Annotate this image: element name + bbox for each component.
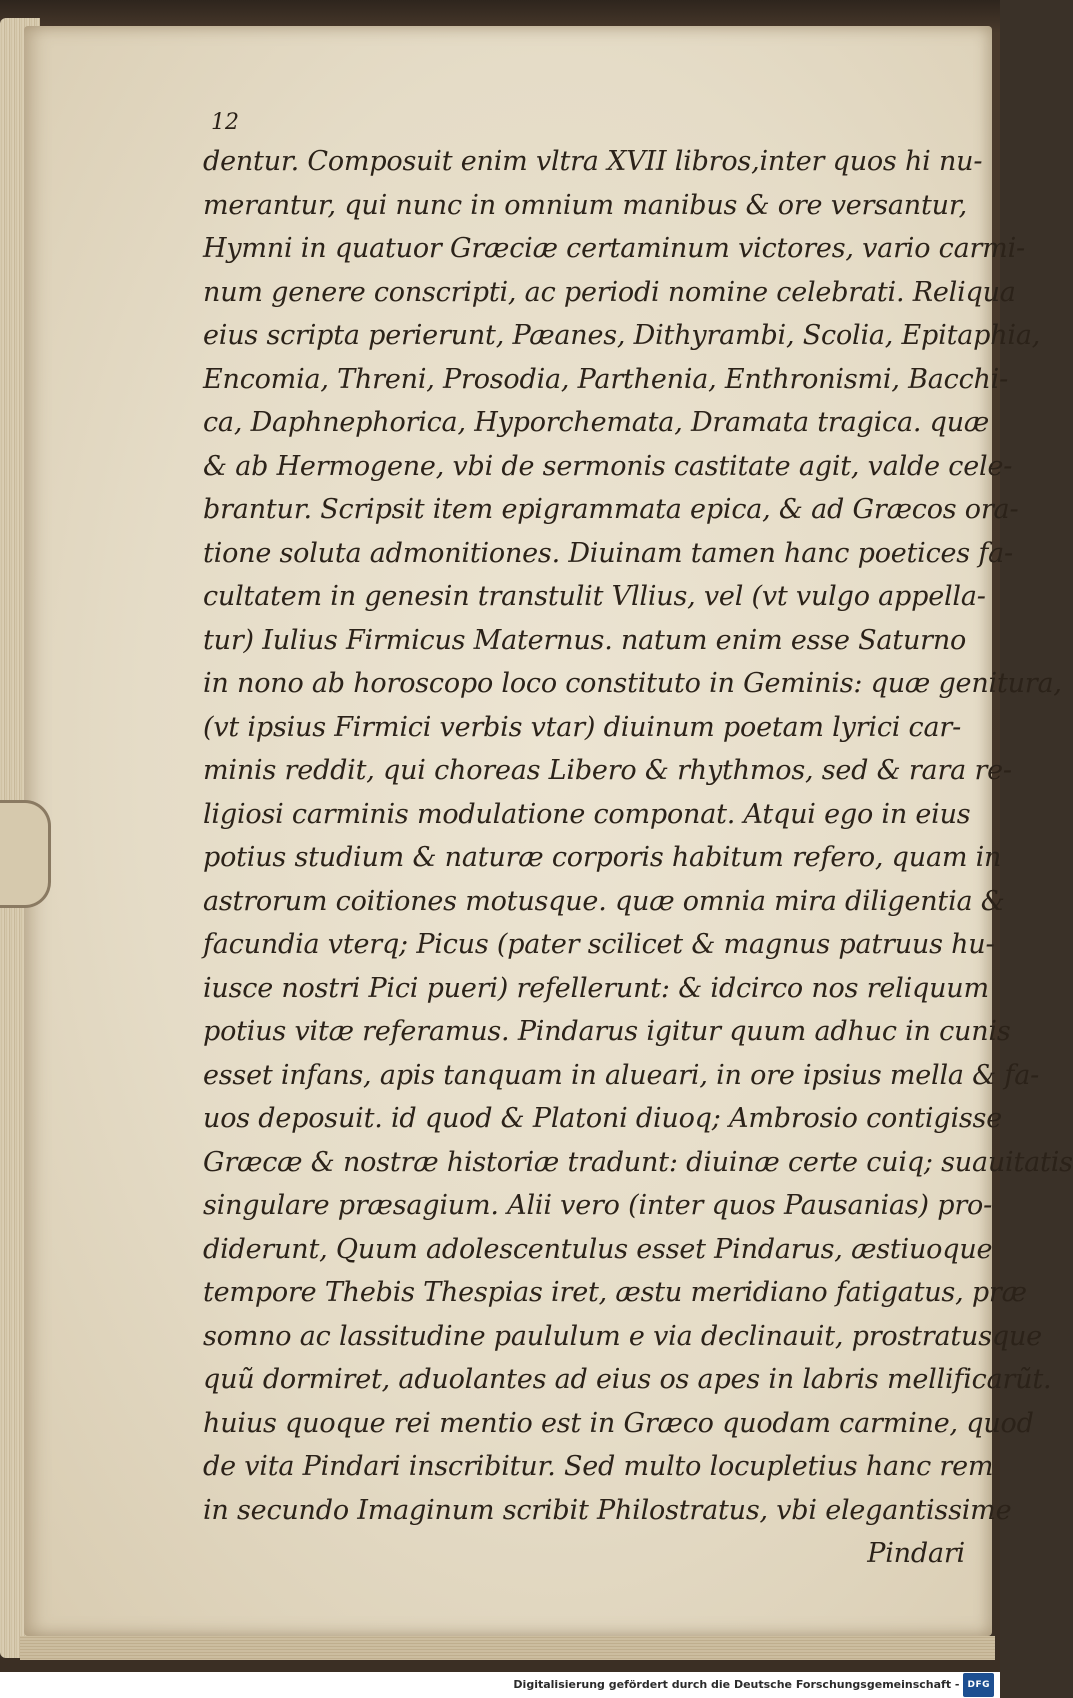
text-line: Hymni in quatuor Græciæ certaminum victores, vario carmi-	[203, 233, 1025, 264]
book-clasp	[0, 800, 51, 908]
text-line: potius vitæ referamus. Pindarus igitur quum adhuc in cunis	[203, 1016, 1011, 1047]
text-line: somno ac lassitudine paululum e via declinauit, prostratusque	[203, 1320, 1042, 1352]
text-line: eius scripta perierunt, Pæanes, Dithyrambi, Scolia, Epitaphia,	[203, 320, 1041, 351]
credit-text: Digitalisierung gefördert durch die Deutsche Forschungsgemeinschaft -	[513, 1678, 960, 1691]
text-line: tione soluta admonitiones. Diuinam tamen hanc poetices fa-	[203, 537, 1013, 569]
text-line: astrorum coitiones motusque. quæ omnia mira diligentia &	[203, 885, 1005, 917]
text-line: tur) Iulius Firmicus Maternus. natum enim esse Saturno	[203, 624, 967, 656]
text-line: potius studium & naturæ corporis habitum refero, quam in	[203, 842, 1002, 873]
text-line: minis reddit, qui choreas Libero & rhythmos, sed & rara re-	[203, 755, 1012, 786]
text-line: brantur. Scripsit item epigrammata epica, & ad Græcos ora-	[203, 494, 1019, 525]
text-block	[203, 140, 1073, 1576]
text-line: facundia vterq; Picus (pater scilicet & magnus patruus hu-	[203, 929, 995, 960]
text-line: cultatem in genesin transtulit Vllius, vel (vt vulgo appella-	[203, 581, 986, 612]
page-number: 12	[211, 110, 239, 135]
catchword: Pindari	[867, 1538, 965, 1569]
dfg-logo: DFG	[963, 1673, 994, 1697]
text-line: singulare præsagium. Alii vero (inter quos Pausanias) pro-	[203, 1190, 993, 1221]
text-line: esset infans, apis tanquam in alueari, in ore ipsius mella & fa-	[203, 1059, 1040, 1091]
text-line: quũ dormiret, aduolantes ad eius os apes in labris mellificarũt.	[203, 1364, 1052, 1395]
text-line: uos deposuit. id quod & Platoni diuoq; Ambrosio contigisse	[203, 1103, 1002, 1134]
text-line: tempore Thebis Thespias iret, æstu meridiano fatigatus, præ	[203, 1277, 1027, 1308]
text-line: ligiosi carminis modulatione componat. Atqui ego in eius	[203, 798, 971, 830]
text-line: diderunt, Quum adolescentulus esset Pindarus, æstiuoque	[203, 1233, 993, 1265]
page-bottom-edges	[20, 1636, 995, 1660]
text-line: iusce nostri Pici pueri) refellerunt: & idcirco nos reliquum	[203, 972, 989, 1004]
text-line: in nono ab horoscopo loco constituto in Geminis: quæ genitura,	[203, 668, 1062, 699]
text-line: & ab Hermogene, vbi de sermonis castitate agit, valde cele-	[203, 450, 1013, 482]
text-line: (vt ipsius Firmici verbis vtar) diuinum poetam lyrici car-	[203, 711, 962, 743]
text-line: Encomia, Threni, Prosodia, Parthenia, Enthronismi, Bacchi-	[203, 363, 1009, 395]
text-line: num genere conscripti, ac periodi nomine celebrati. Reliqua	[203, 276, 1016, 308]
text-line: dentur. Composuit enim vltra XVII libros,inter quos hi nu-	[203, 146, 983, 177]
text-line: de vita Pindari inscribitur. Sed multo locupletius hanc rem	[203, 1451, 994, 1482]
text-line: merantur, qui nunc in omnium manibus & ore versantur,	[203, 189, 967, 221]
text-line: in secundo Imaginum scribit Philostratus, vbi elegantissime	[203, 1494, 1012, 1526]
digitization-credit	[513, 1674, 994, 1696]
text-line: ca, Daphnephorica, Hyporchemata, Dramata tragica. quæ	[203, 407, 990, 438]
text-line: Græcæ & nostræ historiæ tradunt: diuinæ certe cuiq; suauitatis	[203, 1146, 1073, 1178]
text-line: huius quoque rei mentio est in Græco quodam carmine, quod	[203, 1407, 1034, 1439]
